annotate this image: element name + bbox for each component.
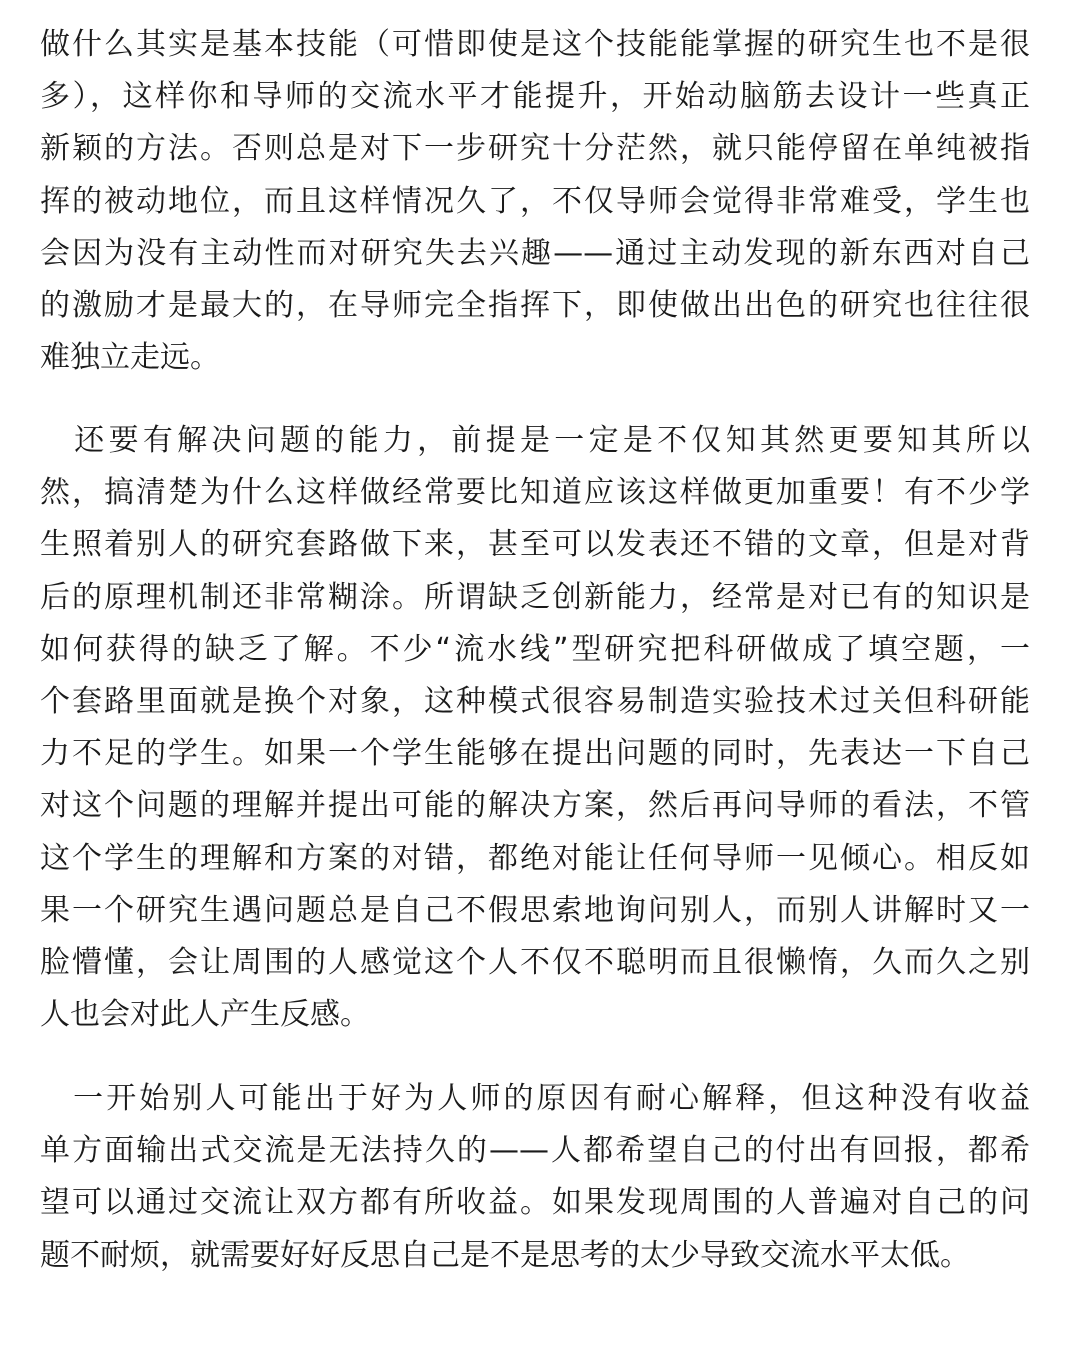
paragraph-line: 做什么其实是基本技能（可惜即使是这个技能能掌握的研究生也不是很 (40, 27, 1030, 62)
paragraph-line: 望可以通过交流让双方都有所收益。如果发现周围的人普遍对自己的问 (40, 1185, 1030, 1221)
paragraph-line: 生照着别人的研究套路做下来，甚至可以发表还不错的文章，但是对背 (40, 527, 1030, 563)
paragraph-line: 一开始别人可能出于好为人师的原因有耐心解释，但这种没有收益 (40, 1081, 1030, 1116)
paragraph-line: 这个学生的理解和方案的对错，都绝对能让任何导师一见倾心。相反如 (40, 840, 1030, 876)
paragraph-line: 果一个研究生遇问题总是自己不假思索地询问别人，而别人讲解时又一 (40, 892, 1030, 928)
paragraph-line: 会因为没有主动性而对研究失去兴趣——通过主动发现的新东西对自己 (40, 235, 1030, 271)
paragraph-line: 后的原理机制还非常糊涂。所谓缺乏创新能力，经常是对已有的知识是 (40, 579, 1030, 615)
paragraph-line: 力不足的学生。如果一个学生能够在提出问题的同时，先表达一下自己 (40, 736, 1030, 772)
paragraph-line: 难独立走远。 (40, 340, 220, 376)
paragraph-line: 多），这样你和导师的交流水平才能提升，开始动脑筋去设计一些真正 (40, 79, 1030, 115)
paragraph-line: 还要有解决问题的能力，前提是一定是不仅知其然更要知其所以 (40, 423, 1030, 458)
paragraph-line: 对这个问题的理解并提出可能的解决方案，然后再问导师的看法，不管 (40, 788, 1030, 824)
paragraph-line: 个套路里面就是换个对象，这种模式很容易制造实验技术过关但科研能 (40, 683, 1030, 719)
paragraph-line: 新颖的方法。否则总是对下一步研究十分茫然，就只能停留在单纯被指 (40, 131, 1030, 167)
paragraph-line: 如何获得的缺乏了解。不少“流水线”型研究把科研做成了填空题，一 (40, 631, 1030, 667)
paragraph-2 (40, 415, 1030, 1041)
paragraph-line: 挥的被动地位，而且这样情况久了，不仅导师会觉得非常难受，学生也 (40, 183, 1030, 219)
paragraph-line: 单方面输出式交流是无法持久的——人都希望自己的付出有回报，都希 (40, 1133, 1030, 1169)
paragraph-line: 的激励才是最大的，在导师完全指挥下，即使做出出色的研究也往往很 (40, 287, 1030, 323)
paragraph-3 (40, 1073, 1030, 1282)
paragraph-line: 题不耐烦，就需要好好反思自己是不是思考的太少导致交流水平太低。 (40, 1237, 970, 1273)
paragraph-1 (40, 19, 1030, 384)
paragraph-line: 脸懵懂，会让周围的人感觉这个人不仅不聪明而且很懒惰，久而久之别 (40, 944, 1030, 980)
paragraph-line: 然，搞清楚为什么这样做经常要比知道应该这样做更加重要！有不少学 (40, 475, 1030, 511)
paragraph-line: 人也会对此人产生反感。 (40, 997, 370, 1033)
